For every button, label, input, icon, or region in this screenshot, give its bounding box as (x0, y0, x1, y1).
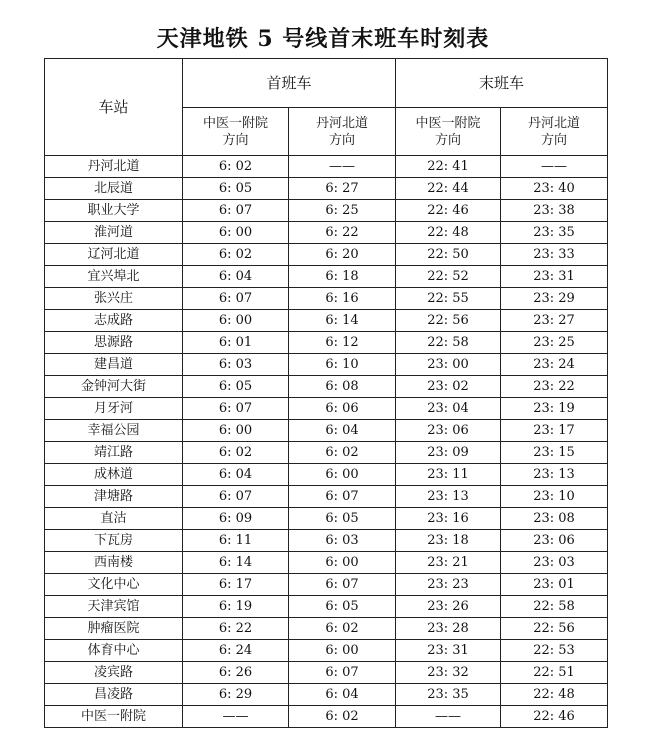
last-train-dir-b-cell: 23: 24 (501, 354, 608, 376)
first-train-dir-b-cell: 6: 02 (289, 618, 396, 640)
last-train-dir-b-cell: 23: 38 (501, 200, 608, 222)
last-train-dir-a-cell: 23: 35 (396, 684, 501, 706)
first-train-dir-a-cell: 6: 05 (183, 178, 289, 200)
table-row (45, 530, 608, 552)
table-row (45, 508, 608, 530)
last-train-dir-b-cell: 23: 31 (501, 266, 608, 288)
last-train-dir-b-cell: 22: 48 (501, 684, 608, 706)
last-train-dir-a-cell: 23: 09 (396, 442, 501, 464)
last-train-dir-b-cell: 23: 08 (501, 508, 608, 530)
last-train-dir-b-cell: 23: 25 (501, 332, 608, 354)
last-train-dir-b-cell: 23: 10 (501, 486, 608, 508)
first-train-dir-b-cell: 6: 12 (289, 332, 396, 354)
last-train-dir-b-cell: 23: 40 (501, 178, 608, 200)
first-train-dir-a-cell: 6: 04 (183, 464, 289, 486)
last-train-dir-b-cell: 22: 53 (501, 640, 608, 662)
first-train-dir-b-cell: 6: 06 (289, 398, 396, 420)
last-train-dir-a-cell: 22: 46 (396, 200, 501, 222)
dir-a-suffix: 方向 (222, 132, 249, 148)
last-train-dir-a-cell: 23: 18 (396, 530, 501, 552)
last-train-dir-b-cell: 23: 33 (501, 244, 608, 266)
last-train-dir-a-cell: —— (396, 706, 501, 728)
first-train-dir-b-cell: 6: 04 (289, 684, 396, 706)
station-cell: 建昌道 (45, 354, 183, 376)
first-train-dir-b-cell: 6: 02 (289, 706, 396, 728)
last-train-dir-b-cell: 23: 19 (501, 398, 608, 420)
first-train-dir-a-cell: 6: 04 (183, 266, 289, 288)
first-train-dir-b-cell: 6: 00 (289, 552, 396, 574)
first-train-dir-a-cell: 6: 00 (183, 310, 289, 332)
first-train-dir-b-cell: 6: 18 (289, 266, 396, 288)
first-train-dir-a-cell: —— (183, 706, 289, 728)
last-train-dir-a-cell: 23: 26 (396, 596, 501, 618)
first-train-dir-a-cell: 6: 03 (183, 354, 289, 376)
last-train-dir-a-cell: 23: 13 (396, 486, 501, 508)
last-train-dir-a-cell: 23: 00 (396, 354, 501, 376)
last-train-dir-a-cell: 23: 06 (396, 420, 501, 442)
station-cell: 志成路 (45, 310, 183, 332)
first-train-dir-b-cell: 6: 04 (289, 420, 396, 442)
last-train-dir-a-cell: 23: 21 (396, 552, 501, 574)
station-cell: 月牙河 (45, 398, 183, 420)
first-train-dir-a-cell: 6: 05 (183, 376, 289, 398)
last-train-dir-a-cell: 22: 58 (396, 332, 501, 354)
table-row (45, 684, 608, 706)
first-train-dir-a-cell: 6: 11 (183, 530, 289, 552)
header-last-dir-a (396, 108, 501, 156)
station-cell: 丹河北道 (45, 156, 183, 178)
timetable (44, 58, 608, 728)
last-train-dir-b-cell: 23: 06 (501, 530, 608, 552)
table-row (45, 200, 608, 222)
table-row (45, 222, 608, 244)
last-train-dir-a-cell: 22: 41 (396, 156, 501, 178)
station-cell: 中医一附院 (45, 706, 183, 728)
dir-b-suffix: 方向 (329, 132, 356, 148)
last-train-dir-b-cell: 23: 01 (501, 574, 608, 596)
first-train-dir-b-cell: 6: 02 (289, 442, 396, 464)
first-train-dir-a-cell: 6: 02 (183, 442, 289, 464)
table-row (45, 640, 608, 662)
table-row (45, 596, 608, 618)
first-train-dir-b-cell: 6: 08 (289, 376, 396, 398)
station-cell: 金钟河大街 (45, 376, 183, 398)
first-train-dir-a-cell: 6: 00 (183, 420, 289, 442)
first-train-dir-a-cell: 6: 17 (183, 574, 289, 596)
last-train-dir-a-cell: 23: 31 (396, 640, 501, 662)
table-row (45, 618, 608, 640)
table-row (45, 552, 608, 574)
last-train-dir-b-cell: 23: 13 (501, 464, 608, 486)
station-cell: 职业大学 (45, 200, 183, 222)
last-train-dir-a-cell: 22: 55 (396, 288, 501, 310)
station-cell: 靖江路 (45, 442, 183, 464)
first-train-dir-b-cell: 6: 25 (289, 200, 396, 222)
last-train-dir-b-cell: 23: 22 (501, 376, 608, 398)
first-train-dir-a-cell: 6: 07 (183, 486, 289, 508)
table-row (45, 178, 608, 200)
table-row (45, 376, 608, 398)
station-cell: 辽河北道 (45, 244, 183, 266)
table-row (45, 442, 608, 464)
station-cell: 直沽 (45, 508, 183, 530)
first-train-dir-b-cell: 6: 20 (289, 244, 396, 266)
first-train-dir-b-cell: 6: 16 (289, 288, 396, 310)
last-train-dir-a-cell: 23: 04 (396, 398, 501, 420)
first-train-dir-a-cell: 6: 07 (183, 288, 289, 310)
station-cell: 西南楼 (45, 552, 183, 574)
last-train-dir-a-cell: 23: 02 (396, 376, 501, 398)
last-train-dir-b-cell: —— (501, 156, 608, 178)
first-train-dir-a-cell: 6: 09 (183, 508, 289, 530)
last-train-dir-b-cell: 23: 35 (501, 222, 608, 244)
first-train-dir-a-cell: 6: 14 (183, 552, 289, 574)
last-train-dir-a-cell: 22: 52 (396, 266, 501, 288)
first-train-dir-a-cell: 6: 01 (183, 332, 289, 354)
last-train-dir-a-cell: 22: 44 (396, 178, 501, 200)
header-first-dir-b (289, 108, 396, 156)
dir-b-name: 丹河北道 (316, 115, 369, 131)
last-train-dir-a-cell: 23: 11 (396, 464, 501, 486)
last-train-dir-a-cell: 22: 50 (396, 244, 501, 266)
first-train-dir-a-cell: 6: 02 (183, 156, 289, 178)
table-row (45, 464, 608, 486)
first-train-dir-a-cell: 6: 07 (183, 398, 289, 420)
first-train-dir-b-cell: 6: 00 (289, 640, 396, 662)
station-cell: 成林道 (45, 464, 183, 486)
first-train-dir-a-cell: 6: 07 (183, 200, 289, 222)
last-train-dir-a-cell: 22: 56 (396, 310, 501, 332)
last-train-dir-a-cell: 22: 48 (396, 222, 501, 244)
first-train-dir-b-cell: 6: 05 (289, 596, 396, 618)
dir-a-name: 中医一附院 (202, 115, 268, 131)
dir-a-name: 中医一附院 (415, 115, 481, 131)
first-train-dir-a-cell: 6: 24 (183, 640, 289, 662)
station-cell: 北辰道 (45, 178, 183, 200)
station-cell: 思源路 (45, 332, 183, 354)
first-train-dir-b-cell: —— (289, 156, 396, 178)
first-train-dir-a-cell: 6: 19 (183, 596, 289, 618)
station-cell: 昌凌路 (45, 684, 183, 706)
header-first-dir-a (183, 108, 289, 156)
table-row (45, 288, 608, 310)
first-train-dir-b-cell: 6: 10 (289, 354, 396, 376)
station-cell: 津塘路 (45, 486, 183, 508)
table-row (45, 706, 608, 728)
first-train-dir-a-cell: 6: 00 (183, 222, 289, 244)
table-row (45, 310, 608, 332)
last-train-dir-b-cell: 22: 58 (501, 596, 608, 618)
first-train-dir-b-cell: 6: 27 (289, 178, 396, 200)
last-train-dir-a-cell: 23: 16 (396, 508, 501, 530)
first-train-dir-a-cell: 6: 29 (183, 684, 289, 706)
table-row (45, 420, 608, 442)
header-last-train: 末班车 (396, 59, 608, 108)
last-train-dir-b-cell: 23: 27 (501, 310, 608, 332)
page-title: 天津地铁 5 号线首末班车时刻表 (156, 26, 490, 52)
station-cell: 文化中心 (45, 574, 183, 596)
dir-b-suffix: 方向 (541, 132, 568, 148)
last-train-dir-b-cell: 23: 17 (501, 420, 608, 442)
last-train-dir-b-cell: 22: 51 (501, 662, 608, 684)
last-train-dir-b-cell: 22: 46 (501, 706, 608, 728)
table-row (45, 266, 608, 288)
table-row (45, 662, 608, 684)
first-train-dir-a-cell: 6: 26 (183, 662, 289, 684)
first-train-dir-b-cell: 6: 00 (289, 464, 396, 486)
first-train-dir-b-cell: 6: 22 (289, 222, 396, 244)
first-train-dir-b-cell: 6: 07 (289, 574, 396, 596)
last-train-dir-b-cell: 23: 03 (501, 552, 608, 574)
first-train-dir-a-cell: 6: 22 (183, 618, 289, 640)
first-train-dir-a-cell: 6: 02 (183, 244, 289, 266)
station-cell: 宜兴埠北 (45, 266, 183, 288)
table-row (45, 574, 608, 596)
header-first-train: 首班车 (183, 59, 396, 108)
table-row (45, 486, 608, 508)
first-train-dir-b-cell: 6: 07 (289, 662, 396, 684)
first-train-dir-b-cell: 6: 03 (289, 530, 396, 552)
last-train-dir-a-cell: 23: 28 (396, 618, 501, 640)
last-train-dir-a-cell: 23: 23 (396, 574, 501, 596)
first-train-dir-b-cell: 6: 05 (289, 508, 396, 530)
station-cell: 淮河道 (45, 222, 183, 244)
table-row (45, 354, 608, 376)
table-row (45, 398, 608, 420)
last-train-dir-b-cell: 23: 15 (501, 442, 608, 464)
header-station: 车站 (45, 59, 183, 156)
header-last-dir-b (501, 108, 608, 156)
last-train-dir-a-cell: 23: 32 (396, 662, 501, 684)
station-cell: 凌宾路 (45, 662, 183, 684)
last-train-dir-b-cell: 23: 29 (501, 288, 608, 310)
first-train-dir-b-cell: 6: 14 (289, 310, 396, 332)
station-cell: 体育中心 (45, 640, 183, 662)
table-row (45, 332, 608, 354)
last-train-dir-b-cell: 22: 56 (501, 618, 608, 640)
station-cell: 幸福公园 (45, 420, 183, 442)
station-cell: 肿瘤医院 (45, 618, 183, 640)
station-cell: 张兴庄 (45, 288, 183, 310)
dir-b-name: 丹河北道 (528, 115, 581, 131)
dir-a-suffix: 方向 (435, 132, 462, 148)
table-row (45, 244, 608, 266)
station-cell: 下瓦房 (45, 530, 183, 552)
first-train-dir-b-cell: 6: 07 (289, 486, 396, 508)
timetable-body (45, 156, 608, 728)
station-cell: 天津宾馆 (45, 596, 183, 618)
table-row (45, 156, 608, 178)
